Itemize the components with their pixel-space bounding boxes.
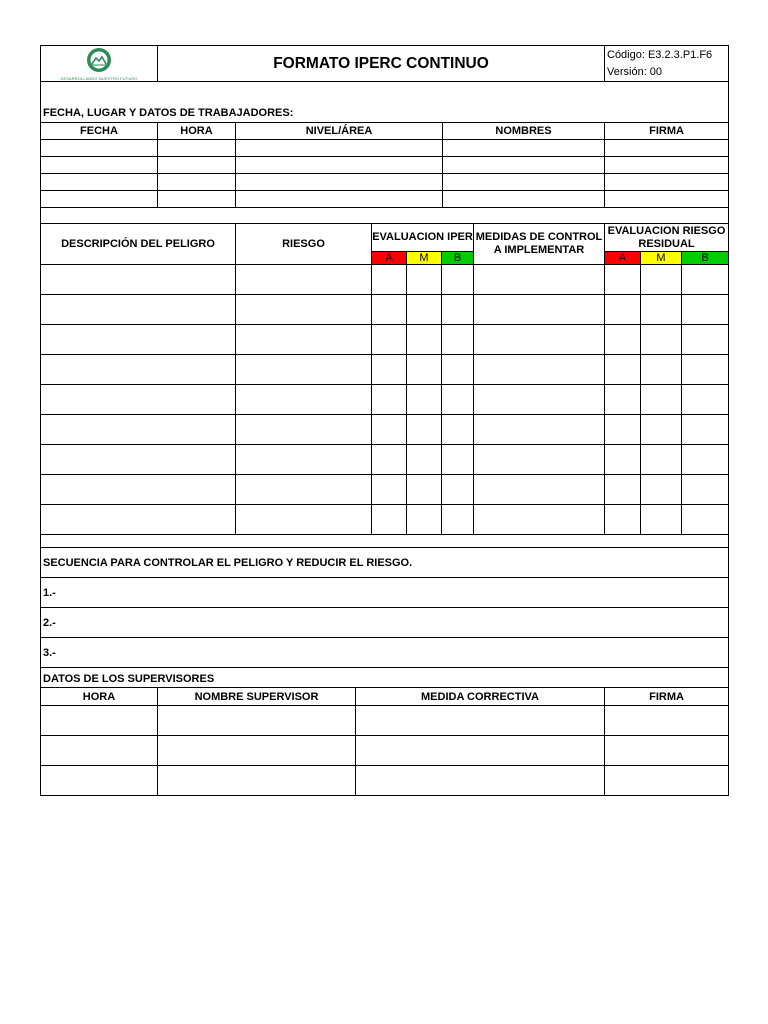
descripcion-cell[interactable]: [41, 475, 236, 505]
iper-m-cell[interactable]: [407, 355, 442, 385]
col-fecha: FECHA: [41, 123, 158, 140]
col-nombres: NOMBRES: [443, 123, 605, 140]
residual-b-cell[interactable]: [682, 265, 729, 295]
residual-m-cell[interactable]: [641, 475, 682, 505]
fecha-cell[interactable]: [41, 191, 158, 208]
form-header: [40, 45, 729, 82]
residual-m-cell[interactable]: [641, 325, 682, 355]
medidas-cell[interactable]: [474, 385, 605, 415]
iper-b-cell[interactable]: [442, 505, 474, 535]
iper-b-cell[interactable]: [442, 475, 474, 505]
hazard-row: [41, 475, 729, 505]
hazard-row: [41, 445, 729, 475]
residual-m-cell[interactable]: [641, 505, 682, 535]
residual-b-cell[interactable]: [682, 445, 729, 475]
workers-section-title: FECHA, LUGAR Y DATOS DE TRABAJADORES:: [41, 82, 729, 123]
nivel-area-cell[interactable]: [236, 174, 443, 191]
col-sup-hora: HORA: [41, 688, 158, 706]
fecha-cell[interactable]: [41, 174, 158, 191]
sup-firma-cell[interactable]: [605, 706, 729, 736]
residual-a-cell[interactable]: [605, 325, 641, 355]
col-hora: HORA: [158, 123, 236, 140]
descripcion-cell[interactable]: [41, 265, 236, 295]
residual-b-cell[interactable]: [682, 385, 729, 415]
iper-level-m: M: [407, 252, 442, 265]
nombres-cell[interactable]: [443, 140, 605, 157]
residual-a-cell[interactable]: [605, 445, 641, 475]
medida-correctiva-cell[interactable]: [356, 736, 605, 766]
firma-cell[interactable]: [605, 157, 729, 174]
residual-a-cell[interactable]: [605, 505, 641, 535]
worker-row: [41, 140, 729, 157]
mountain-logo-icon: [83, 47, 115, 73]
iper-b-cell[interactable]: [442, 445, 474, 475]
nombres-cell[interactable]: [443, 157, 605, 174]
firma-cell[interactable]: [605, 174, 729, 191]
iper-m-cell[interactable]: [407, 325, 442, 355]
iper-a-cell[interactable]: [372, 355, 407, 385]
descripcion-cell[interactable]: [41, 295, 236, 325]
col-medida-correctiva: MEDIDA CORRECTIVA: [356, 688, 605, 706]
sequence-step-1[interactable]: 1.-: [41, 578, 729, 608]
iper-a-cell[interactable]: [372, 475, 407, 505]
residual-a-cell[interactable]: [605, 295, 641, 325]
residual-a-cell[interactable]: [605, 475, 641, 505]
col-evaluacion-iper: EVALUACION IPER: [372, 224, 474, 252]
nivel-area-cell[interactable]: [236, 191, 443, 208]
riesgo-cell[interactable]: [236, 295, 372, 325]
residual-b-cell[interactable]: [682, 415, 729, 445]
hazard-row: [41, 505, 729, 535]
supervisor-row: [41, 736, 729, 766]
iper-m-cell[interactable]: [407, 505, 442, 535]
iperc-form: [40, 45, 728, 796]
residual-level-b: B: [682, 252, 729, 265]
iper-m-cell[interactable]: [407, 295, 442, 325]
iper-a-cell[interactable]: [372, 295, 407, 325]
iper-m-cell[interactable]: [407, 445, 442, 475]
riesgo-cell[interactable]: [236, 385, 372, 415]
col-descripcion-peligro: DESCRIPCIÓN DEL PELIGRO: [41, 224, 236, 265]
medidas-cell[interactable]: [474, 325, 605, 355]
col-firma: FIRMA: [605, 123, 729, 140]
fecha-cell[interactable]: [41, 140, 158, 157]
sup-firma-cell[interactable]: [605, 766, 729, 796]
iper-m-cell[interactable]: [407, 385, 442, 415]
medidas-cell[interactable]: [474, 505, 605, 535]
iper-a-cell[interactable]: [372, 505, 407, 535]
iper-m-cell[interactable]: [407, 265, 442, 295]
residual-b-cell[interactable]: [682, 355, 729, 385]
hazards-table: [40, 223, 729, 535]
residual-m-cell[interactable]: [641, 385, 682, 415]
sup-hora-cell[interactable]: [41, 706, 158, 736]
sequence-section-title: SECUENCIA PARA CONTROLAR EL PELIGRO Y REDUCIR EL RIESGO.: [41, 548, 729, 578]
hora-cell[interactable]: [158, 191, 236, 208]
iper-a-cell[interactable]: [372, 325, 407, 355]
supervisor-row: [41, 706, 729, 736]
sequence-step-2[interactable]: 2.-: [41, 608, 729, 638]
residual-level-a: A: [605, 252, 641, 265]
nombre-supervisor-cell[interactable]: [158, 736, 356, 766]
residual-m-cell[interactable]: [641, 445, 682, 475]
hazard-row: [41, 415, 729, 445]
hazard-row: [41, 385, 729, 415]
hazard-row: [41, 265, 729, 295]
riesgo-cell[interactable]: [236, 445, 372, 475]
sup-hora-cell[interactable]: [41, 766, 158, 796]
sup-hora-cell[interactable]: [41, 736, 158, 766]
hazard-row: [41, 355, 729, 385]
sequence-table: [40, 534, 729, 668]
iper-level-a: A: [372, 252, 407, 265]
medida-correctiva-cell[interactable]: [356, 706, 605, 736]
col-nivel-area: NIVEL/ÁREA: [236, 123, 443, 140]
firma-cell[interactable]: [605, 140, 729, 157]
iper-a-cell[interactable]: [372, 445, 407, 475]
iper-b-cell[interactable]: [442, 295, 474, 325]
iper-b-cell[interactable]: [442, 385, 474, 415]
nombre-supervisor-cell[interactable]: [158, 706, 356, 736]
residual-m-cell[interactable]: [641, 295, 682, 325]
iper-a-cell[interactable]: [372, 385, 407, 415]
nombres-cell[interactable]: [443, 191, 605, 208]
hazard-row: [41, 295, 729, 325]
spacer-row: [41, 535, 729, 548]
descripcion-cell[interactable]: [41, 445, 236, 475]
nivel-area-cell[interactable]: [236, 157, 443, 174]
descripcion-cell[interactable]: [41, 325, 236, 355]
residual-a-cell[interactable]: [605, 265, 641, 295]
col-riesgo: RIESGO: [236, 224, 372, 265]
hora-cell[interactable]: [158, 157, 236, 174]
hora-cell[interactable]: [158, 174, 236, 191]
residual-m-cell[interactable]: [641, 355, 682, 385]
nombre-supervisor-cell[interactable]: [158, 766, 356, 796]
residual-level-m: M: [641, 252, 682, 265]
nivel-area-cell[interactable]: [236, 140, 443, 157]
company-logo: [41, 46, 158, 82]
residual-a-cell[interactable]: [605, 355, 641, 385]
medidas-cell[interactable]: [474, 475, 605, 505]
col-evaluacion-residual: EVALUACION RIESGO RESIDUAL: [605, 224, 729, 252]
hazard-row: [41, 325, 729, 355]
iper-level-b: B: [442, 252, 474, 265]
residual-a-cell[interactable]: [605, 415, 641, 445]
form-code: Código: E3.2.3.P1.F6: [607, 48, 713, 61]
iper-b-cell[interactable]: [442, 265, 474, 295]
worker-row: [41, 191, 729, 208]
form-title: FORMATO IPERC CONTINUO: [158, 46, 605, 82]
sup-firma-cell[interactable]: [605, 736, 729, 766]
nombres-cell[interactable]: [443, 174, 605, 191]
riesgo-cell[interactable]: [236, 265, 372, 295]
descripcion-cell[interactable]: [41, 355, 236, 385]
riesgo-cell[interactable]: [236, 415, 372, 445]
workers-table: [40, 81, 729, 224]
iper-m-cell[interactable]: [407, 415, 442, 445]
supervisor-row: [41, 766, 729, 796]
logo-tagline: DESARROLLANDO NUESTRO FUTURO: [60, 75, 138, 81]
iper-b-cell[interactable]: [442, 325, 474, 355]
descripcion-cell[interactable]: [41, 415, 236, 445]
residual-b-cell[interactable]: [682, 295, 729, 325]
iper-b-cell[interactable]: [442, 415, 474, 445]
form-version: Versión: 00: [607, 65, 663, 78]
descripcion-cell[interactable]: [41, 385, 236, 415]
residual-b-cell[interactable]: [682, 325, 729, 355]
hora-cell[interactable]: [158, 140, 236, 157]
spacer-row: [41, 208, 729, 224]
residual-a-cell[interactable]: [605, 385, 641, 415]
medidas-cell[interactable]: [474, 295, 605, 325]
sequence-step-3[interactable]: 3.-: [41, 638, 729, 668]
iper-a-cell[interactable]: [372, 415, 407, 445]
col-sup-firma: FIRMA: [605, 688, 729, 706]
descripcion-cell[interactable]: [41, 505, 236, 535]
medidas-cell[interactable]: [474, 355, 605, 385]
medidas-cell[interactable]: [474, 445, 605, 475]
supervisors-table: [40, 667, 729, 796]
riesgo-cell[interactable]: [236, 505, 372, 535]
medida-correctiva-cell[interactable]: [356, 766, 605, 796]
supervisors-section-title: DATOS DE LOS SUPERVISORES: [41, 668, 729, 688]
worker-row: [41, 174, 729, 191]
iper-a-cell[interactable]: [372, 265, 407, 295]
col-nombre-supervisor: NOMBRE SUPERVISOR: [158, 688, 356, 706]
residual-b-cell[interactable]: [682, 505, 729, 535]
riesgo-cell[interactable]: [236, 475, 372, 505]
worker-row: [41, 157, 729, 174]
residual-b-cell[interactable]: [682, 475, 729, 505]
residual-m-cell[interactable]: [641, 265, 682, 295]
riesgo-cell[interactable]: [236, 325, 372, 355]
residual-m-cell[interactable]: [641, 415, 682, 445]
iper-m-cell[interactable]: [407, 475, 442, 505]
form-meta: [605, 46, 729, 82]
medidas-cell[interactable]: [474, 265, 605, 295]
fecha-cell[interactable]: [41, 157, 158, 174]
firma-cell[interactable]: [605, 191, 729, 208]
col-medidas-control: MEDIDAS DE CONTROL A IMPLEMENTAR: [474, 224, 605, 265]
riesgo-cell[interactable]: [236, 355, 372, 385]
medidas-cell[interactable]: [474, 415, 605, 445]
iper-b-cell[interactable]: [442, 355, 474, 385]
